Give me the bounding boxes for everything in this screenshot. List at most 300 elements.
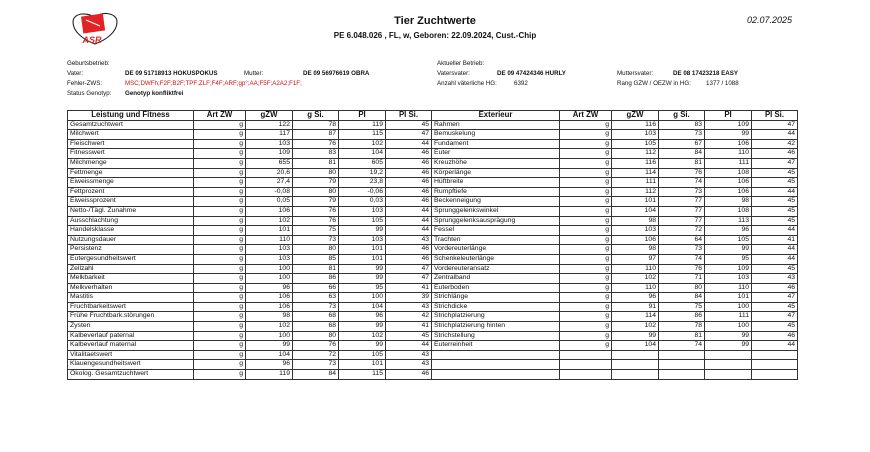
value-cell: 99 <box>339 274 386 284</box>
trait-name-cell: Mastitis <box>68 293 194 303</box>
trait-name-cell: Fundament <box>432 139 560 149</box>
value-cell: 110 <box>612 264 659 274</box>
value-cell: 76 <box>659 168 705 178</box>
trait-name-cell: Netto-/Tägl. Zunahme <box>68 206 194 216</box>
value-cell: 113 <box>705 216 752 226</box>
value-cell: 104 <box>339 302 386 312</box>
value-cell: 102 <box>612 274 659 284</box>
value-cell: 77 <box>659 216 705 226</box>
table-row <box>68 293 432 303</box>
value-cell: 99 <box>705 331 752 341</box>
table-row <box>68 226 432 236</box>
value-cell: 101 <box>339 245 386 255</box>
birth-farm-label: Geburtsbetrieb: <box>67 60 110 67</box>
value-cell: g <box>560 149 612 159</box>
value-cell: 41 <box>386 322 432 332</box>
value-cell: g <box>560 322 612 332</box>
table-row <box>68 206 432 216</box>
table-row <box>432 235 798 245</box>
table-row <box>68 235 432 245</box>
value-cell: 655 <box>246 158 293 168</box>
daughter-count-label: Anzahl väterliche HG: <box>437 80 497 87</box>
value-cell <box>705 360 752 370</box>
value-cell: 110 <box>612 283 659 293</box>
value-cell: g <box>194 226 246 236</box>
trait-name-cell: Eutergesundheitswert <box>68 254 194 264</box>
value-cell: 103 <box>339 206 386 216</box>
value-cell: g <box>560 206 612 216</box>
trait-name-cell: Schenkeleuterlänge <box>432 254 560 264</box>
value-cell: 45 <box>752 322 798 332</box>
table-row <box>68 341 432 351</box>
value-cell: 86 <box>659 312 705 322</box>
value-cell: 81 <box>293 264 339 274</box>
value-cell: 47 <box>752 158 798 168</box>
value-cell: 109 <box>705 264 752 274</box>
table-row <box>432 226 798 236</box>
value-cell: 605 <box>339 158 386 168</box>
trait-name-cell: Ökolog. Gesamtzuchtwert <box>68 370 194 380</box>
value-cell: 116 <box>612 158 659 168</box>
value-cell: 111 <box>705 158 752 168</box>
value-cell: g <box>560 283 612 293</box>
column-header: g Si. <box>659 111 705 121</box>
value-cell: 104 <box>246 350 293 360</box>
value-cell: 44 <box>752 130 798 140</box>
value-cell: 97 <box>612 254 659 264</box>
value-cell: 47 <box>752 120 798 130</box>
value-cell: 111 <box>612 178 659 188</box>
table-row <box>432 283 798 293</box>
value-cell <box>752 350 798 360</box>
value-cell: 110 <box>246 235 293 245</box>
value-cell: 96 <box>339 312 386 322</box>
value-cell: g <box>194 312 246 322</box>
value-cell: 101 <box>612 197 659 207</box>
performance-fitness-table <box>67 110 432 380</box>
value-cell: 98 <box>612 216 659 226</box>
trait-name-cell <box>432 360 560 370</box>
value-cell <box>659 350 705 360</box>
value-cell: 46 <box>386 168 432 178</box>
rank-label: Rang GZW / OEZW in HG: <box>617 80 691 87</box>
trait-name-cell: Persistenz <box>68 245 194 255</box>
value-cell: 99 <box>705 245 752 255</box>
value-cell: g <box>194 130 246 140</box>
genotype-status-value: Genotyp konfliktfrei <box>125 90 184 97</box>
table-row <box>432 168 798 178</box>
value-cell: 86 <box>293 274 339 284</box>
value-cell <box>560 370 612 380</box>
value-cell: 66 <box>293 283 339 293</box>
value-cell: 119 <box>339 120 386 130</box>
value-cell: g <box>194 120 246 130</box>
value-cell: 19,2 <box>339 168 386 178</box>
value-cell: g <box>560 168 612 178</box>
value-cell: 23,8 <box>339 178 386 188</box>
table-row <box>432 216 798 226</box>
value-cell: g <box>560 245 612 255</box>
value-cell: 102 <box>246 322 293 332</box>
value-cell: 0,03 <box>339 197 386 207</box>
column-header: PI Si. <box>752 111 798 121</box>
value-cell: 102 <box>339 331 386 341</box>
value-cell: 45 <box>386 120 432 130</box>
maternal-grandsire-value: DE 08 17423218 EASY <box>673 70 739 77</box>
value-cell: 43 <box>386 360 432 370</box>
table-row <box>432 274 798 284</box>
value-cell: 115 <box>339 130 386 140</box>
value-cell: 106 <box>246 206 293 216</box>
value-cell: 46 <box>386 149 432 159</box>
value-cell: 43 <box>386 350 432 360</box>
table-row <box>432 370 798 380</box>
value-cell: 99 <box>339 264 386 274</box>
value-cell <box>659 360 705 370</box>
value-cell: g <box>560 216 612 226</box>
trait-name-cell: Fettmenge <box>68 168 194 178</box>
trait-name-cell: Kreuzhöhe <box>432 158 560 168</box>
trait-name-cell: Zentralband <box>432 274 560 284</box>
table-row <box>432 178 798 188</box>
value-cell: g <box>560 120 612 130</box>
value-cell <box>752 360 798 370</box>
exterior-table <box>431 110 798 380</box>
value-cell: 74 <box>659 341 705 351</box>
rank-value: 1377 / 1088 <box>706 80 739 87</box>
value-cell: 67 <box>659 139 705 149</box>
trait-name-cell: Vordereuteransatz <box>432 264 560 274</box>
value-cell: 64 <box>659 235 705 245</box>
trait-name-cell: Fruchtbarkeitswert <box>68 302 194 312</box>
value-cell <box>752 370 798 380</box>
table-row <box>432 245 798 255</box>
value-cell: g <box>194 350 246 360</box>
value-cell: g <box>194 370 246 380</box>
value-cell: g <box>194 331 246 341</box>
table-row <box>432 130 798 140</box>
value-cell: 39 <box>386 293 432 303</box>
value-cell: g <box>560 197 612 207</box>
value-cell: 122 <box>246 120 293 130</box>
value-cell: 108 <box>705 206 752 216</box>
value-cell: g <box>194 235 246 245</box>
value-cell: 71 <box>659 274 705 284</box>
value-cell: g <box>560 264 612 274</box>
value-cell: 102 <box>246 216 293 226</box>
value-cell: 46 <box>386 197 432 207</box>
genotype-status-label: Status Genotyp: <box>67 90 112 97</box>
table-row <box>68 274 432 284</box>
value-cell: 99 <box>705 341 752 351</box>
value-cell: 45 <box>752 264 798 274</box>
value-cell: 74 <box>659 178 705 188</box>
trait-name-cell: Melkbarkeit <box>68 274 194 284</box>
trait-name-cell: Sprunggelenksausprägung <box>432 216 560 226</box>
trait-name-cell: Bemuskelung <box>432 130 560 140</box>
value-cell: 68 <box>293 322 339 332</box>
value-cell: 104 <box>339 149 386 159</box>
trait-name-cell: Beckenneigung <box>432 197 560 207</box>
trait-name-cell: Eiweissmenge <box>68 178 194 188</box>
value-cell: 76 <box>293 216 339 226</box>
value-cell: 114 <box>612 168 659 178</box>
value-cell: 109 <box>705 120 752 130</box>
value-cell: 95 <box>705 254 752 264</box>
value-cell: 76 <box>293 206 339 216</box>
table-row <box>68 158 432 168</box>
value-cell: 72 <box>293 350 339 360</box>
value-cell: 44 <box>752 341 798 351</box>
value-cell: 45 <box>386 331 432 341</box>
value-cell: g <box>194 293 246 303</box>
table-row <box>432 302 798 312</box>
sire-value: DE 09 51718913 HOKUSPOKUS <box>125 70 218 77</box>
table-row <box>432 360 798 370</box>
value-cell: 46 <box>386 254 432 264</box>
value-cell: 47 <box>386 264 432 274</box>
value-cell: g <box>194 206 246 216</box>
value-cell: 75 <box>293 226 339 236</box>
value-cell: 47 <box>752 293 798 303</box>
value-cell: 103 <box>612 130 659 140</box>
value-cell: 79 <box>293 197 339 207</box>
table-row <box>68 360 432 370</box>
value-cell: 100 <box>246 264 293 274</box>
value-cell <box>659 370 705 380</box>
value-cell: 41 <box>752 235 798 245</box>
value-cell: 44 <box>386 206 432 216</box>
value-cell: 112 <box>612 149 659 159</box>
value-cell: g <box>194 178 246 188</box>
column-header: PI Si. <box>386 111 432 121</box>
table-row <box>432 158 798 168</box>
value-cell: 106 <box>705 187 752 197</box>
value-cell: 99 <box>246 341 293 351</box>
value-cell: 103 <box>246 245 293 255</box>
value-cell: 105 <box>339 216 386 226</box>
value-cell: g <box>560 341 612 351</box>
trait-name-cell: Rahmen <box>432 120 560 130</box>
table-row <box>68 322 432 332</box>
value-cell: g <box>560 139 612 149</box>
trait-name-cell: Milchwert <box>68 130 194 140</box>
table-row <box>68 120 432 130</box>
value-cell: 46 <box>386 187 432 197</box>
table-row <box>68 149 432 159</box>
value-cell: 44 <box>752 254 798 264</box>
value-cell: 99 <box>612 331 659 341</box>
value-cell: 101 <box>246 226 293 236</box>
value-cell: g <box>560 226 612 236</box>
value-cell: 47 <box>386 130 432 140</box>
trait-name-cell: Euterboden <box>432 283 560 293</box>
value-cell: 77 <box>659 206 705 216</box>
value-cell <box>705 370 752 380</box>
fehler-value: MSC;DWFh;F2F;B2F;TPF;ZLF;F4F;ARF;gp°;AA;F5F;A2A2;F1F; <box>125 80 302 87</box>
value-cell: 101 <box>339 254 386 264</box>
value-cell: 78 <box>659 322 705 332</box>
value-cell: 44 <box>752 226 798 236</box>
value-cell <box>612 350 659 360</box>
value-cell: g <box>560 254 612 264</box>
value-cell: 77 <box>659 197 705 207</box>
value-cell: 44 <box>752 245 798 255</box>
value-cell: 46 <box>752 283 798 293</box>
table-row <box>68 187 432 197</box>
value-cell: 106 <box>612 235 659 245</box>
trait-name-cell <box>432 350 560 360</box>
table-row <box>432 120 798 130</box>
value-cell: 63 <box>293 293 339 303</box>
value-cell: 73 <box>659 130 705 140</box>
value-cell: 46 <box>386 370 432 380</box>
value-cell: 109 <box>246 149 293 159</box>
value-cell: 44 <box>386 226 432 236</box>
value-cell: 110 <box>705 283 752 293</box>
value-cell: 115 <box>339 370 386 380</box>
maternal-grandsire-label: Muttersvater: <box>617 70 654 77</box>
value-cell: g <box>194 274 246 284</box>
value-cell: 45 <box>752 168 798 178</box>
table-row <box>432 254 798 264</box>
table-row <box>68 245 432 255</box>
trait-name-cell: Fessel <box>432 226 560 236</box>
table-row <box>432 206 798 216</box>
trait-name-cell: Strichplatzierung <box>432 312 560 322</box>
value-cell: 96 <box>246 283 293 293</box>
fehler-label: Fehler-ZWS: <box>67 80 103 87</box>
value-cell: 79 <box>293 178 339 188</box>
value-cell: g <box>194 360 246 370</box>
value-cell: 72 <box>659 226 705 236</box>
value-cell: 80 <box>293 187 339 197</box>
value-cell: 112 <box>612 187 659 197</box>
value-cell: 45 <box>752 197 798 207</box>
trait-name-cell: Rumpftiefe <box>432 187 560 197</box>
column-header: Exterieur <box>432 111 560 121</box>
table-row <box>68 139 432 149</box>
value-cell: g <box>194 197 246 207</box>
table-row <box>68 216 432 226</box>
value-cell: 106 <box>705 139 752 149</box>
value-cell: 41 <box>386 283 432 293</box>
value-cell: 78 <box>293 120 339 130</box>
dam-label: Mutter: <box>244 70 264 77</box>
value-cell: 87 <box>293 130 339 140</box>
value-cell: 98 <box>246 312 293 322</box>
page-subtitle: PE 6.048.026 , FL, w, Geboren: 22.09.2024, Cust.-Chip <box>333 31 537 40</box>
value-cell: g <box>560 187 612 197</box>
value-cell: 95 <box>339 283 386 293</box>
value-cell: g <box>560 293 612 303</box>
value-cell: 45 <box>752 178 798 188</box>
value-cell: 108 <box>705 168 752 178</box>
value-cell: 68 <box>293 312 339 322</box>
column-header: gZW <box>612 111 659 121</box>
trait-name-cell: Fitnesswert <box>68 149 194 159</box>
value-cell: 76 <box>293 341 339 351</box>
value-cell: 106 <box>705 178 752 188</box>
value-cell: 99 <box>339 226 386 236</box>
column-header: PI <box>705 111 752 121</box>
value-cell: 84 <box>659 293 705 303</box>
table-row <box>68 302 432 312</box>
value-cell: g <box>194 168 246 178</box>
page-title: Tier Zuchtwerte <box>394 15 476 27</box>
value-cell: 104 <box>612 341 659 351</box>
value-cell: g <box>194 322 246 332</box>
trait-name-cell: Klauengesundheitswert <box>68 360 194 370</box>
value-cell: 46 <box>752 331 798 341</box>
value-cell: 73 <box>659 187 705 197</box>
value-cell: 81 <box>659 331 705 341</box>
value-cell: 80 <box>293 245 339 255</box>
trait-name-cell: Gesamtzuchtwert <box>68 120 194 130</box>
trait-name-cell: Euterreinheit <box>432 341 560 351</box>
trait-name-cell: Sprunggelenkswinkel <box>432 206 560 216</box>
value-cell: 85 <box>293 254 339 264</box>
value-cell: 46 <box>752 149 798 159</box>
value-cell: g <box>194 302 246 312</box>
value-cell: -0,06 <box>339 187 386 197</box>
value-cell: 47 <box>386 274 432 284</box>
paternal-grandsire-label: Vatersvater: <box>437 70 470 77</box>
value-cell: 105 <box>339 350 386 360</box>
value-cell: 44 <box>386 216 432 226</box>
table-row <box>68 254 432 264</box>
dam-value: DE 09 56976619 OBRA <box>303 70 370 77</box>
value-cell: g <box>560 302 612 312</box>
value-cell: 42 <box>752 139 798 149</box>
table-row <box>432 331 798 341</box>
table-row <box>68 370 432 380</box>
trait-name-cell: Melkverhalten <box>68 283 194 293</box>
value-cell: 100 <box>246 274 293 284</box>
trait-name-cell <box>432 370 560 380</box>
value-cell: 80 <box>659 283 705 293</box>
value-cell: 96 <box>246 360 293 370</box>
value-cell: 103 <box>246 254 293 264</box>
table-row <box>432 312 798 322</box>
value-cell: 96 <box>705 226 752 236</box>
value-cell: 102 <box>612 322 659 332</box>
value-cell: 45 <box>752 216 798 226</box>
trait-name-cell: Körperlänge <box>432 168 560 178</box>
trait-name-cell: Strichlänge <box>432 293 560 303</box>
trait-name-cell: Strichdicke <box>432 302 560 312</box>
value-cell: 101 <box>705 293 752 303</box>
value-cell: g <box>194 149 246 159</box>
value-cell: 103 <box>612 226 659 236</box>
sire-label: Vater: <box>67 70 84 77</box>
column-header: Leistung und Fitness <box>68 111 194 121</box>
value-cell: g <box>194 216 246 226</box>
value-cell: 99 <box>705 130 752 140</box>
trait-name-cell: Kalbeverlauf maternal <box>68 341 194 351</box>
value-cell: 81 <box>659 158 705 168</box>
value-cell: 83 <box>293 149 339 159</box>
trait-name-cell: Trachten <box>432 235 560 245</box>
column-header: PI <box>339 111 386 121</box>
value-cell: 47 <box>752 312 798 322</box>
value-cell: g <box>560 158 612 168</box>
value-cell: 75 <box>659 302 705 312</box>
trait-name-cell: Strichstellung <box>432 331 560 341</box>
trait-name-cell: Hüftbreite <box>432 178 560 188</box>
value-cell <box>612 370 659 380</box>
table-row <box>432 264 798 274</box>
